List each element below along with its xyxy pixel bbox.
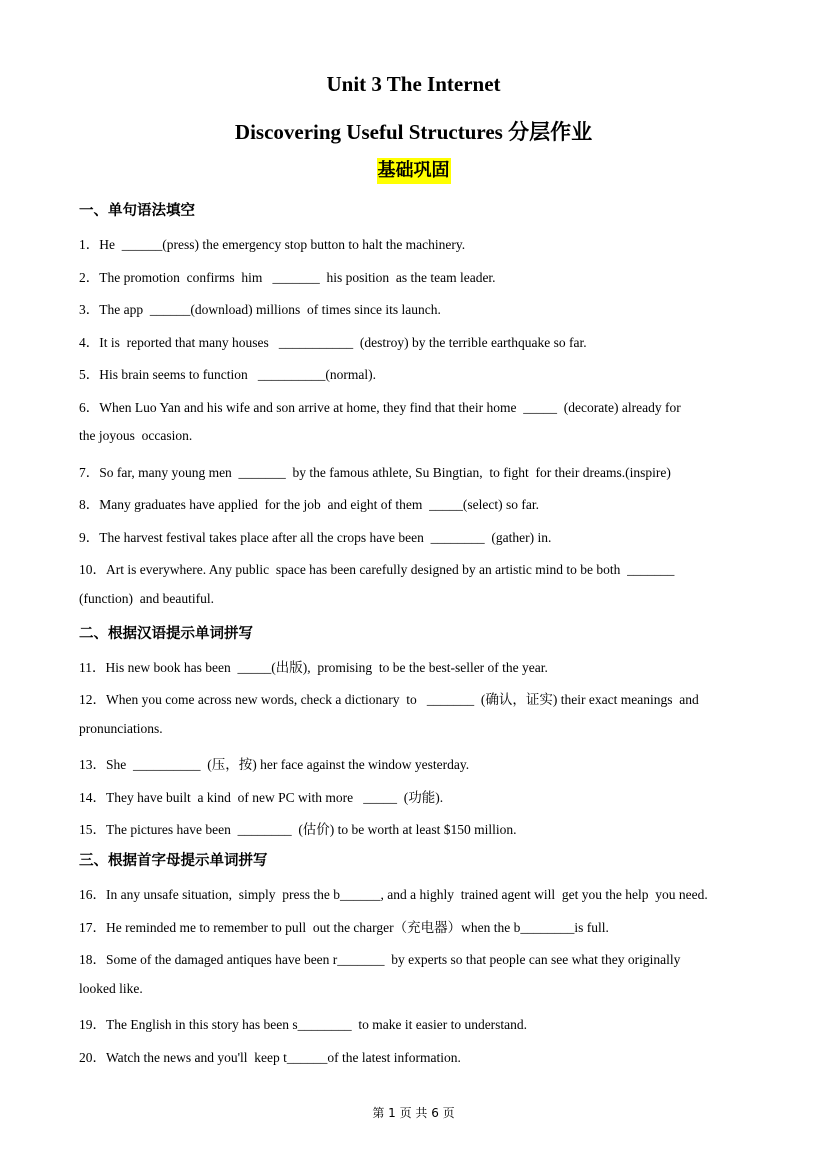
question-12: 12．When you come across new words, check a dictionary to _______ (确认，证实) their exact meanings and [79, 692, 699, 707]
question-6-continued: the joyous occasion. [79, 428, 193, 443]
question-5: 5．His brain seems to function __________(normal). [79, 367, 376, 382]
level-heading: 基础巩固 [377, 158, 451, 184]
question-1: 1．He ______(press) the emergency stop button to halt the machinery. [79, 237, 466, 252]
question-20: 20．Watch the news and you'll keep t______of the latest information. [79, 1050, 461, 1065]
question-12-continued: pronunciations. [79, 721, 163, 736]
section-heading-2: 二、根据汉语提示单词拼写 [79, 626, 253, 642]
question-2: 2．The promotion confirms him _______ his position as the team leader. [79, 270, 496, 285]
question-9: 9．The harvest festival takes place after all the crops have been ________ (gather) in. [79, 530, 552, 545]
question-14: 14．They have built a kind of new PC with more _____ (功能). [79, 790, 444, 805]
question-3: 3．The app ______(download) millions of times since its launch. [79, 302, 441, 317]
section-heading-3: 三、根据首字母提示单词拼写 [79, 853, 268, 869]
question-17: 17．He reminded me to remember to pull out the charger（充电器）when the b________is full. [79, 920, 609, 935]
question-15: 15．The pictures have been ________ (估价) to be worth at least $150 million. [79, 822, 517, 837]
section-heading-1: 一、单句语法填空 [79, 203, 195, 219]
page-number: 第 1 页 共 6 页 [372, 1106, 455, 1120]
level-heading-wrap [0, 158, 827, 184]
question-7: 7．So far, many young men _______ by the famous athlete, Su Bingtian, to fight for their dreams.(inspire) [79, 465, 671, 480]
unit-title: Unit 3 The Internet [326, 72, 501, 96]
question-13: 13．She __________ (压，按) her face against the window yesterday. [79, 757, 470, 772]
lesson-subtitle: Discovering Useful Structures 分层作业 [234, 120, 593, 144]
question-18: 18．Some of the damaged antiques have been r_______ by experts so that people can see what they originally [79, 952, 681, 967]
question-18-continued: looked like. [79, 981, 143, 996]
question-10: 10．Art is everywhere. Any public space has been carefully designed by an artistic mind to be both _______ [79, 562, 675, 577]
question-6: 6．When Luo Yan and his wife and son arrive at home, they find that their home _____ (decorate) already for [79, 400, 681, 415]
question-10-continued: (function) and beautiful. [79, 591, 214, 606]
question-11: 11．His new book has been _____(出版), promising to be the best-seller of the year. [79, 660, 548, 675]
question-16: 16．In any unsafe situation, simply press the b______, and a highly trained agent will get you the help you need. [79, 887, 708, 902]
question-4: 4．It is reported that many houses ___________ (destroy) by the terrible earthquake so far. [79, 335, 587, 350]
question-19: 19．The English in this story has been s________ to make it easier to understand. [79, 1017, 528, 1032]
question-8: 8．Many graduates have applied for the job and eight of them _____(select) so far. [79, 497, 539, 512]
